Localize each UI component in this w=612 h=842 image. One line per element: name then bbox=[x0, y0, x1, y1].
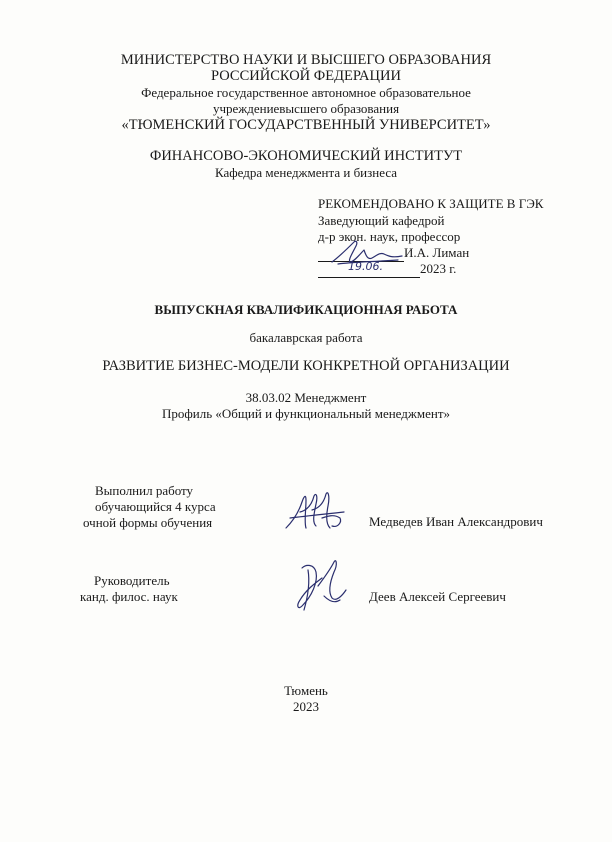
footer-year: 2023 bbox=[293, 699, 319, 714]
approval-year: 2023 г. bbox=[420, 261, 457, 276]
approval-degree: д-р экон. наук, профессор bbox=[318, 229, 461, 244]
work-specialty: 38.03.02 Менеджмент bbox=[245, 390, 367, 405]
institution-line1: Федеральное государственное автономное образовательное bbox=[141, 85, 471, 100]
student-name: Медведев Иван Александрович bbox=[369, 514, 543, 529]
approval-position: Заведующий кафедрой bbox=[318, 213, 445, 228]
footer-city: Тюмень bbox=[284, 683, 328, 698]
supervisor-label-line1: Руководитель bbox=[94, 573, 170, 588]
student-label-line3: очной формы обучения bbox=[83, 515, 213, 530]
department-name: Кафедра менеджмента и бизнеса bbox=[214, 165, 398, 180]
ministry-line2: РОССИЙСКОЙ ФЕДЕРАЦИИ bbox=[211, 68, 401, 84]
work-subtype: бакалаврская работа bbox=[249, 330, 363, 345]
student-label-line1: Выполнил работу bbox=[95, 483, 194, 498]
institution-line2: учреждениевысшего образования bbox=[212, 101, 400, 116]
institute-name: ФИНАНСОВО-ЭКОНОМИЧЕСКИЙ ИНСТИТУТ bbox=[149, 148, 463, 164]
supervisor-label-line2: канд. филос. наук bbox=[80, 589, 178, 604]
supervisor-signature bbox=[288, 556, 352, 616]
work-type: ВЫПУСКНАЯ КВАЛИФИКАЦИОННАЯ РАБОТА bbox=[154, 302, 458, 317]
work-profile: Профиль «Общий и функциональный менеджмент» bbox=[161, 406, 451, 421]
university-name: «ТЮМЕНСКИЙ ГОСУДАРСТВЕННЫЙ УНИВЕРСИТЕТ» bbox=[121, 117, 491, 133]
supervisor-name: Деев Алексей Сергеевич bbox=[369, 589, 506, 604]
approval-name: И.А. Лиман bbox=[404, 245, 470, 260]
head-of-department-signature bbox=[328, 236, 408, 270]
work-title: РАЗВИТИЕ БИЗНЕС-МОДЕЛИ КОНКРЕТНОЙ ОРГАНИЗАЦИИ bbox=[102, 358, 510, 374]
ministry-line1: МИНИСТЕРСТВО НАУКИ И ВЫСШЕГО ОБРАЗОВАНИЯ bbox=[120, 52, 492, 68]
student-label-line2: обучающийся 4 курса bbox=[95, 499, 216, 514]
handwritten-date: 19.06. bbox=[348, 260, 383, 273]
student-signature bbox=[282, 488, 352, 536]
approval-title: РЕКОМЕНДОВАНО К ЗАЩИТЕ В ГЭК bbox=[318, 196, 544, 211]
